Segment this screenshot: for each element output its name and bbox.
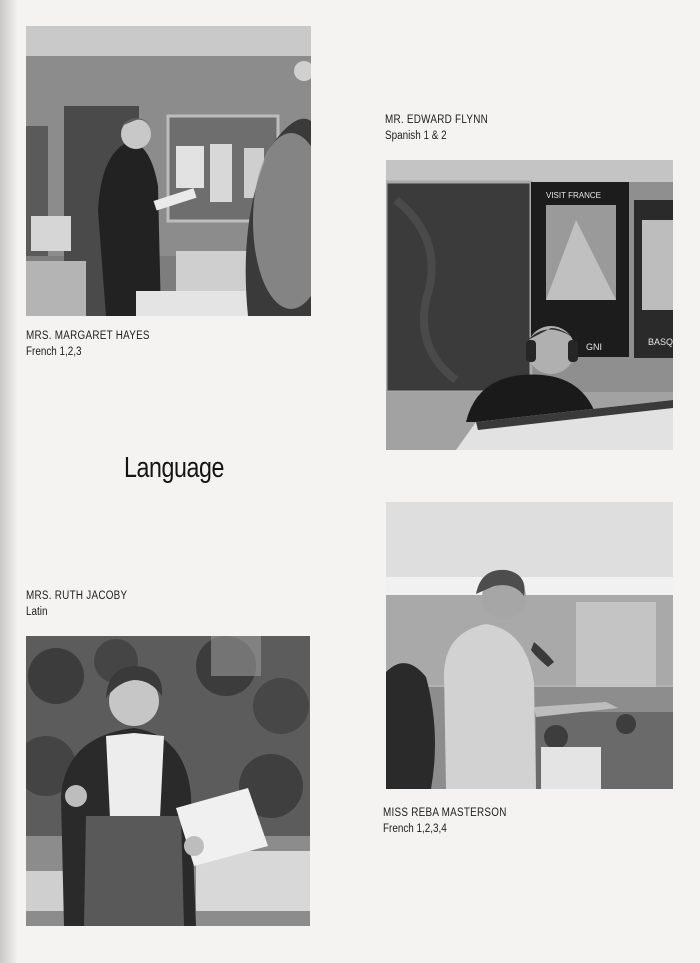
teacher-subject: French 1,2,3,4	[383, 822, 447, 835]
photo-margaret-hayes	[26, 26, 311, 316]
teacher-name: MRS. RUTH JACOBY	[26, 590, 128, 602]
teacher-name: MR. EDWARD FLYNN	[385, 114, 489, 126]
photo-reba-masterson	[386, 502, 673, 789]
teacher-name: MRS. MARGARET HAYES	[26, 330, 150, 342]
teacher-subject: French 1,2,3	[26, 345, 82, 358]
page-gutter-shadow	[0, 0, 18, 963]
section-title: Language	[124, 452, 225, 484]
caption-edward-flynn	[385, 113, 505, 144]
poster-left-text: GNI	[586, 342, 603, 352]
caption-margaret-hayes	[26, 329, 170, 360]
poster-right-text: BASQ	[648, 337, 673, 347]
poster-top-text: VISIT FRANCE	[546, 191, 601, 200]
caption-reba-masterson	[383, 806, 527, 837]
caption-ruth-jacoby	[26, 589, 144, 620]
teacher-name: MISS REBA MASTERSON	[383, 807, 507, 819]
photo-edward-flynn	[386, 160, 673, 450]
teacher-subject: Spanish 1 & 2	[385, 129, 447, 142]
photo-ruth-jacoby	[26, 636, 310, 926]
teacher-subject: Latin	[26, 605, 48, 618]
